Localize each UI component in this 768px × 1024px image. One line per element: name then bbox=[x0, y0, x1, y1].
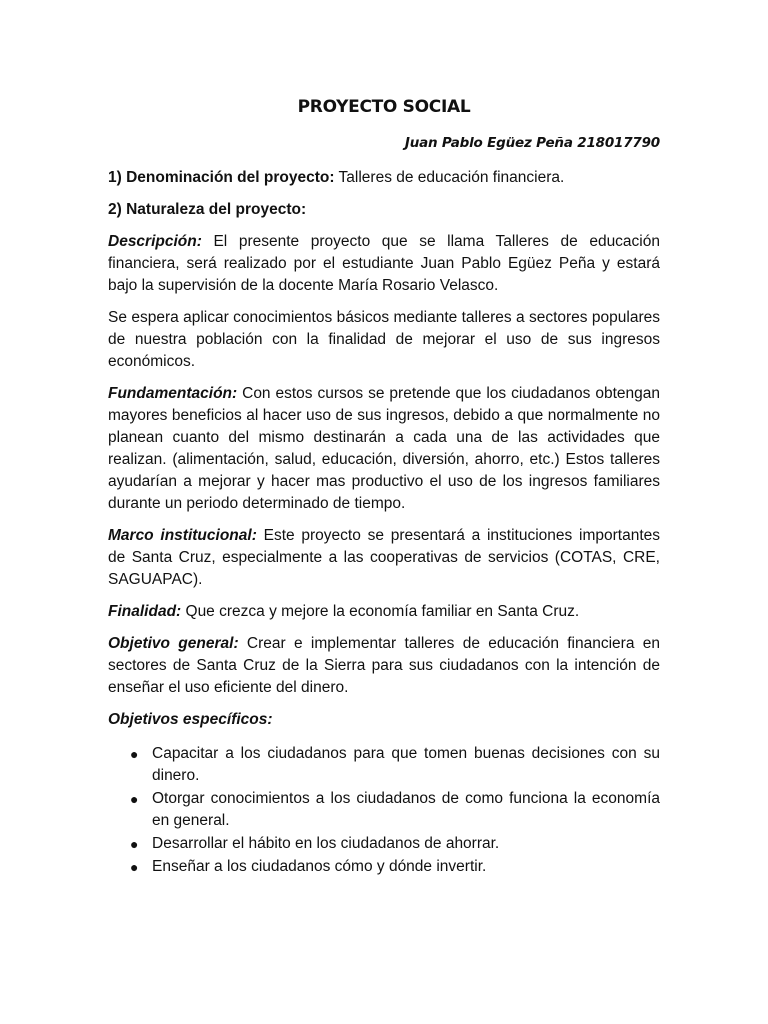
list-item bbox=[108, 856, 660, 878]
espera-text: Se espera aplicar conocimientos básicos mediante talleres a sectores populares de nuestra población con la finalidad de mejorar el uso de sus ingresos económicos. bbox=[108, 309, 660, 370]
section-marco bbox=[108, 525, 660, 591]
bullet-icon: ● bbox=[130, 836, 139, 852]
section-espera bbox=[108, 307, 660, 373]
objetivo-general-label: Objetivo general: bbox=[108, 635, 239, 652]
bullet-icon: ● bbox=[130, 746, 139, 762]
bullet-icon: ● bbox=[130, 791, 139, 807]
objetivos-especificos-list bbox=[108, 743, 660, 878]
section-objetivo-general bbox=[108, 633, 660, 699]
descripcion-label: Descripción: bbox=[108, 233, 202, 250]
fundamentacion-label: Fundamentación: bbox=[108, 385, 238, 402]
denominacion-label: 1) Denominación del proyecto: bbox=[108, 169, 335, 186]
section-descripcion bbox=[108, 231, 660, 297]
denominacion-text: Talleres de educación financiera. bbox=[334, 169, 565, 186]
list-item bbox=[108, 788, 660, 832]
list-item-text: Capacitar a los ciudadanos para que tomen buenas decisiones con su dinero. bbox=[152, 745, 660, 784]
finalidad-label: Finalidad: bbox=[108, 603, 182, 620]
list-item bbox=[108, 743, 660, 787]
document-body bbox=[108, 167, 660, 879]
list-item-text: Otorgar conocimientos a los ciudadanos de como funciona la economía en general. bbox=[152, 790, 660, 829]
section-denominacion bbox=[108, 167, 660, 189]
descripcion-text: El presente proyecto que se llama Talleres de educación financiera, será realizado por el estudiante Juan Pablo Egüez Peña y estará bajo la supervisión de la docente María Rosario Velasco. bbox=[108, 233, 660, 294]
list-item-text: Desarrollar el hábito en los ciudadanos de ahorrar. bbox=[152, 835, 500, 852]
finalidad-text: Que crezca y mejore la economía familiar en Santa Cruz. bbox=[181, 603, 580, 620]
section-naturaleza bbox=[108, 199, 660, 221]
marco-text: Este proyecto se presentará a instituciones importantes de Santa Cruz, especialmente a las cooperativas de servicios (COTAS, CRE, SAGUAPAC). bbox=[108, 527, 660, 588]
list-item bbox=[108, 833, 660, 855]
section-finalidad bbox=[108, 601, 660, 623]
fundamentacion-text: Con estos cursos se pretende que los ciudadanos obtengan mayores beneficios al hacer uso de sus ingresos, debido a que normalmente no planean cuanto del mismo destinarán a cada una de las actividades que realizan. (alimentación, salud, educación, diversión, ahorro, etc.) Estos talleres ayudarían a mejorar y hacer mas productivo el uso de los ingresos familiares durante un periodo determinado de tiempo. bbox=[108, 385, 660, 512]
naturaleza-label: 2) Naturaleza del proyecto: bbox=[108, 201, 307, 218]
list-item-text: Enseñar a los ciudadanos cómo y dónde invertir. bbox=[152, 858, 487, 875]
section-fundamentacion bbox=[108, 383, 660, 515]
objetivo-general-text: Crear e implementar talleres de educación financiera en sectores de Santa Cruz de la Sierra para sus ciudadanos con la intención de enseñar el uso eficiente del dinero. bbox=[108, 635, 660, 696]
author-line: Juan Pablo Egüez Peña 218017790 bbox=[404, 135, 660, 151]
objetivos-especificos-heading: Objetivos específicos: bbox=[108, 711, 273, 728]
bullet-icon: ● bbox=[130, 859, 139, 875]
document-title: PROYECTO SOCIAL bbox=[297, 97, 471, 117]
marco-label: Marco institucional: bbox=[108, 527, 257, 544]
